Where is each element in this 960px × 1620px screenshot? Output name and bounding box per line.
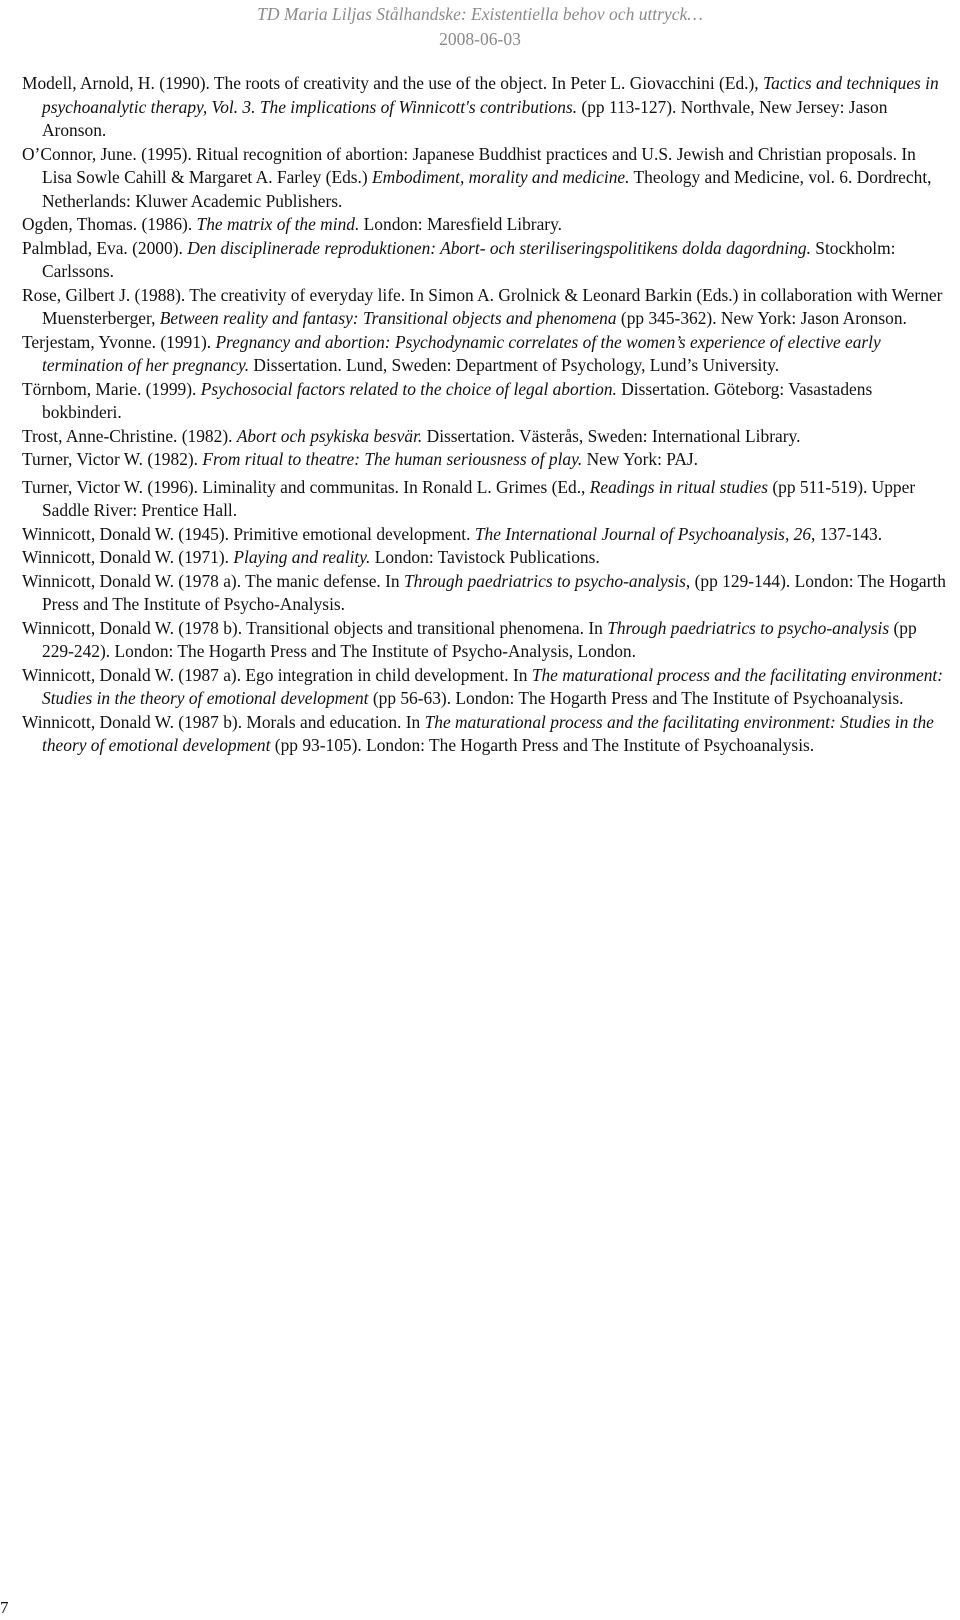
reference-list (22, 72, 947, 758)
reference-text: (pp 56-63). London: The Hogarth Press and The Institute of Psychoanalysis. (368, 688, 904, 708)
reference-text: (pp 511-519). Upper Saddle River: Prentice Hall. (42, 476, 916, 520)
reference-title: Pregnancy and abortion: Psychodynamic correlates of the women’s experience of elective early termination of her pregnancy. (42, 331, 881, 375)
reference-text: Winnicott, Donald W. (1945). Primitive emotional development. (22, 523, 475, 544)
header-title: TD Maria Liljas Stålhandske: Existentiella behov och uttryck… (257, 4, 703, 24)
reference-text: Stockholm: Carlssons. (42, 237, 896, 281)
reference-title: The maturational process and the facilitating environment: Studies in the theory of emotional development (42, 711, 934, 755)
reference-text: Winnicott, Donald W. (1978 b). Transitional objects and transitional phenomena. In (22, 617, 608, 638)
reference-title: Readings in ritual studies (589, 476, 768, 497)
reference-text: Winnicott, Donald W. (1971). (22, 547, 234, 567)
reference-title: The matrix of the mind. (196, 214, 360, 234)
reference-text: Theology and Medicine, vol. 6. Dordrecht, Netherlands: Kluwer Academic Publishers. (42, 167, 932, 211)
reference-text: Palmblad, Eva. (2000). (22, 237, 188, 258)
reference-entry-ogden (22, 213, 947, 237)
reference-text: (pp 93-105). London: The Hogarth Press and The Institute of Psychoanalysis. (270, 735, 815, 755)
reference-text: Winnicott, Donald W. (1978 a). The manic defense. In (22, 570, 404, 591)
reference-entry-terjestam (22, 331, 947, 378)
reference-entry-rose (22, 284, 947, 331)
reference-text: Turner, Victor W. (1982). (22, 449, 203, 469)
page-number: 7 (0, 1598, 9, 1617)
reference-text: Dissertation. Göteborg: Vasastadens bokbinderi. (42, 378, 873, 422)
reference-text: Winnicott, Donald W. (1987 b). Morals and education. In (22, 711, 425, 732)
reference-entry-winnicott-1945 (22, 523, 947, 547)
reference-title: Abort och psykiska besvär. (236, 425, 423, 446)
reference-entry-winnicott-1978b (22, 617, 947, 664)
reference-entry-palmblad (22, 237, 947, 284)
reference-text: , 137-143. (811, 523, 883, 544)
reference-entry-turner-1996 (22, 476, 947, 523)
reference-text: London: Maresfield Library. (359, 214, 562, 234)
reference-text: Dissertation. Lund, Sweden: Department of Psychology, Lund’s University. (249, 355, 780, 375)
reference-text: Winnicott, Donald W. (1987 a). Ego integration in child development. In (22, 664, 532, 685)
reference-title: Tactics and techniques in psychoanalytic therapy, Vol. 3. The implications of Winnicott's contributions. (42, 73, 939, 117)
reference-title: Den disciplinerade reproduktionen: Abort- och steriliseringspolitikens dolda dagordning. (187, 237, 811, 258)
reference-title: The maturational process and the facilitating environment: Studies in the theory of emotional development (42, 664, 944, 708)
reference-text: Ogden, Thomas. (1986). (22, 214, 197, 234)
reference-text: Modell, Arnold, H. (1990). The roots of creativity and the use of the object. In Peter L. Giovacchini (Ed.), (22, 73, 764, 93)
reference-text: , (pp 129-144). London: The Hogarth Press and The Institute of Psycho-Analysis. (42, 570, 946, 614)
reference-title: Psychosocial factors related to the choice of legal abortion. (200, 378, 617, 399)
reference-text: Turner, Victor W. (1996). Liminality and communitas. In Ronald L. Grimes (Ed., (22, 476, 590, 497)
reference-title: Embodiment, morality and medicine. (372, 167, 630, 187)
reference-text: New York: PAJ. (582, 449, 699, 469)
reference-title: Playing and reality. (233, 547, 371, 567)
reference-entry-oconnor (22, 143, 947, 214)
reference-entry-trost (22, 425, 947, 449)
reference-title: The International Journal of Psychoanalysis, 26 (474, 523, 812, 544)
reference-entry-modell (22, 72, 947, 143)
reference-text: London: Tavistock Publications. (370, 547, 600, 567)
reference-text: Rose, Gilbert J. (1988). The creativity of everyday life. In Simon A. Grolnick & Leonard Barkin (Eds.) in collaboration with Werner Muensterberger, (22, 284, 943, 328)
reference-text: (pp 229-242). London: The Hogarth Press and The Institute of Psycho-Analysis, London. (42, 617, 917, 661)
reference-text: Törnbom, Marie. (1999). (22, 378, 201, 399)
reference-text: (pp 345-362). New York: Jason Aronson. (616, 308, 907, 328)
reference-title: Through paedriatrics to psycho-analysis (403, 570, 686, 591)
reference-text: O’Connor, June. (1995). Ritual recognition of abortion: Japanese Buddhist practices and U.S. Jewish and Christian proposals. In Lisa Sowle Cahill & Margaret A. Farley (Eds.) (22, 143, 916, 187)
reference-entry-winnicott-1987b (22, 711, 947, 758)
reference-title: Through paedriatrics to psycho-analysis (607, 617, 890, 638)
reference-title: Between reality and fantasy: Transitional objects and phenomena (159, 308, 617, 328)
reference-entry-winnicott-1978a (22, 570, 947, 617)
reference-title: From ritual to theatre: The human seriousness of play. (202, 449, 583, 469)
reference-entry-winnicott-1971 (22, 546, 947, 570)
reference-text: Dissertation. Västerås, Sweden: International Library. (422, 425, 801, 446)
reference-text: Terjestam, Yvonne. (1991). (22, 331, 216, 352)
reference-text: (pp 113-127). Northvale, New Jersey: Jason Aronson. (42, 96, 888, 140)
reference-entry-winnicott-1987a (22, 664, 947, 711)
page-header (0, 0, 960, 52)
reference-text: Trost, Anne-Christine. (1982). (22, 425, 237, 446)
header-date: 2008-06-03 (439, 29, 521, 49)
reference-entry-turner-1982 (22, 448, 947, 472)
reference-entry-tornbom (22, 378, 947, 425)
